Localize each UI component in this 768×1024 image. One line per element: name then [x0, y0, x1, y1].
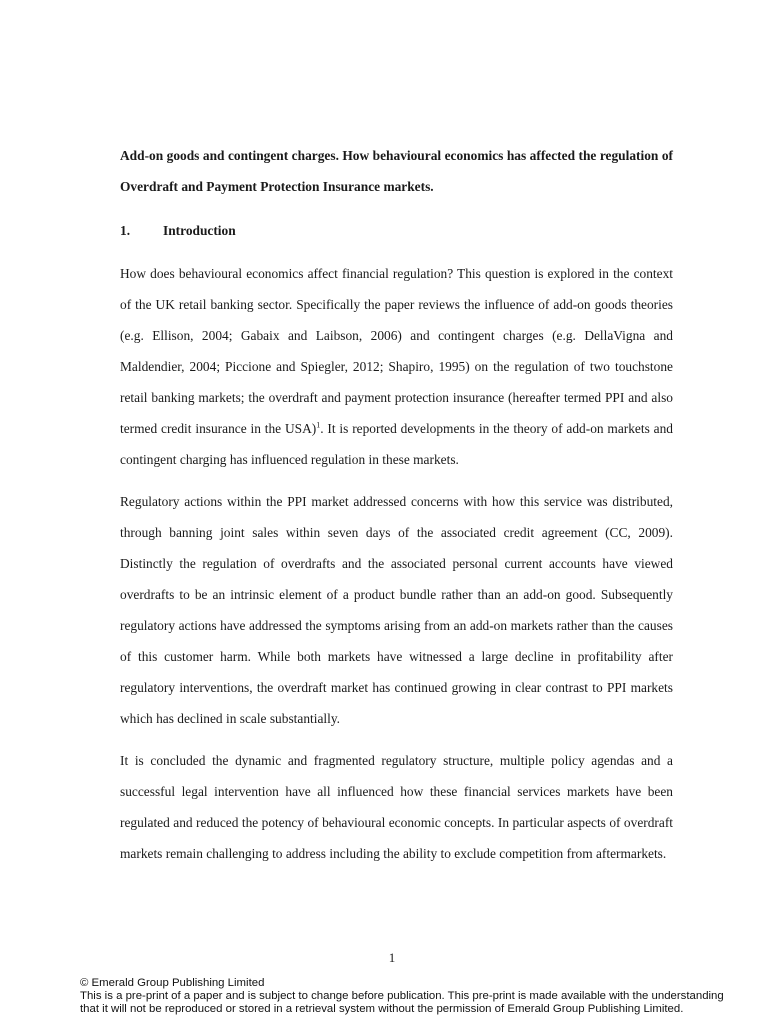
page-number: 1	[388, 950, 396, 965]
paragraph-conclusion: It is concluded the dynamic and fragmented regulatory structure, multiple policy agendas and a successful legal intervention have all influenced how these financial services markets have been regulated and reduced the potency of behavioural economic concepts. In particular aspects of overdraft markets remain challenging to address including the ability to exclude competition from aftermarkets.	[120, 753, 673, 861]
preprint-notice-line: that it will not be reproduced or stored in a retrieval system without the permission of Emerald Group Publishing Limited.	[80, 1003, 684, 1015]
section-number: 1.	[120, 223, 131, 238]
preprint-notice-line: This is a pre-print of a paper and is subject to change before publication. This pre-print is made available with the understanding	[80, 990, 724, 1002]
paragraph-regulatory-actions: Regulatory actions within the PPI market addressed concerns with how this service was distributed, through banning joint sales within seven days of the associated credit agreement (CC, 2009). Distinctly the regulation of overdrafts and the associated personal current accounts have viewed overdrafts to be an intrinsic element of a product bundle rather than an add-on good. Subsequently regulatory actions have addressed the symptoms arising from an add-on markets rather than the causes of this customer harm. While both markets have witnessed a large decline in profitability after regulatory interventions, the overdraft market has continued growing in clear contrast to PPI markets which has declined in scale substantially.	[120, 494, 673, 726]
paragraph-text: How does behavioural economics affect financial regulation? This question is explored in the context of the UK retail banking sector. Specifically the paper reviews the influence of add-on goods theories (e.g. Ellison, 2004; Gabaix and Laibson, 2006) and contingent charges (e.g. DellaVigna and Maldendier, 2004; Piccione and Spiegler, 2012; Shapiro, 1995) on the regulation of two touchstone retail banking markets; the overdraft and payment protection insurance (hereafter termed PPI and also termed credit insurance in the USA)	[120, 266, 673, 436]
copyright-line: © Emerald Group Publishing Limited	[80, 977, 265, 989]
paper-body	[120, 140, 673, 880]
section-heading	[120, 215, 673, 246]
paragraph-intro	[120, 258, 673, 475]
footnote-marker: 1	[316, 420, 321, 430]
section-title: Introduction	[163, 223, 236, 238]
publisher-footer	[80, 977, 760, 1016]
paragraph-text: . It is reported developments in the theory of add-on markets and contingent charging has influenced regulation in these markets.	[120, 421, 673, 467]
paper-title: Add-on goods and contingent charges. How behavioural economics has affected the regulation of Overdraft and Payment Protection Insurance markets.	[120, 148, 673, 194]
